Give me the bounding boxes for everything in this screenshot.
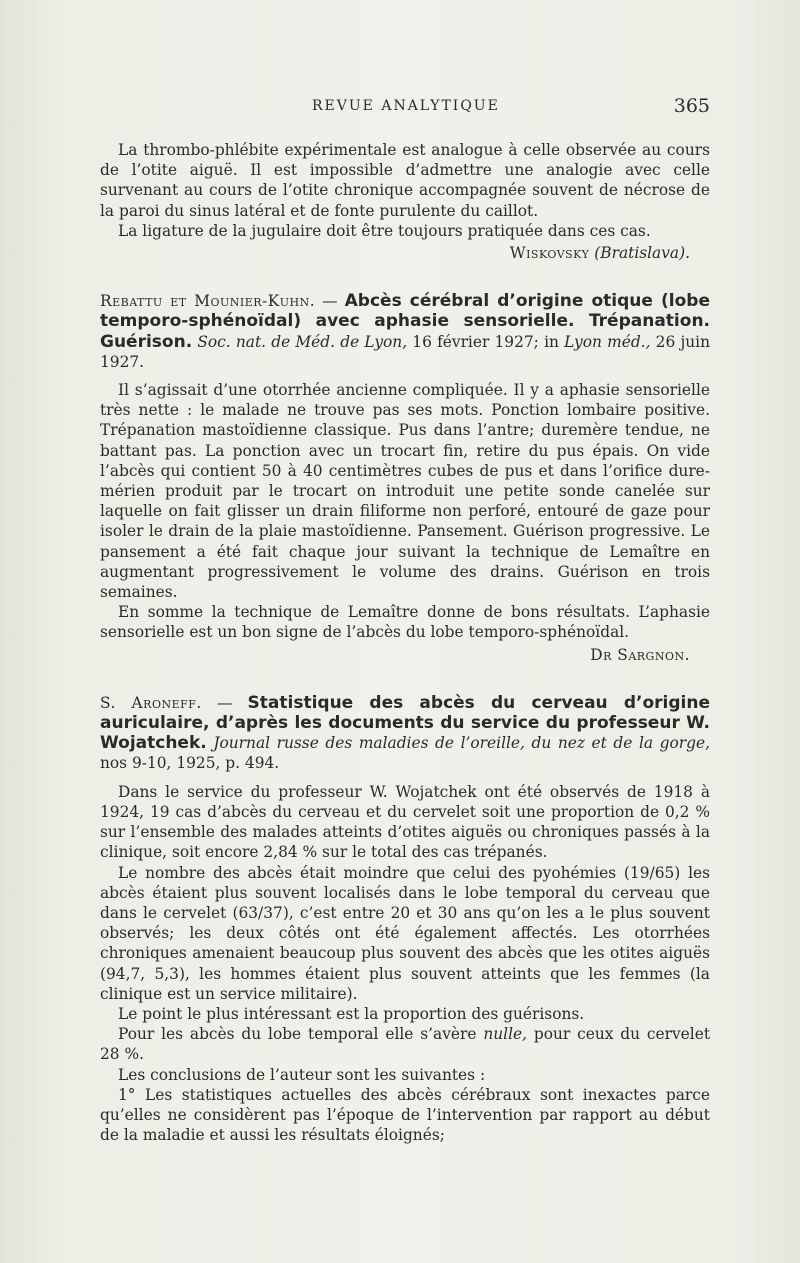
text-run: Pour les abcès du lobe temporal elle s’avère xyxy=(118,1025,484,1044)
signature xyxy=(100,243,690,263)
paragraph: Les conclusions de l’auteur sont les suivantes : xyxy=(118,1065,486,1084)
paragraph: La ligature de la jugulaire doit être toujours pratiquée dans ces cas. xyxy=(118,221,651,240)
paragraph: En somme la technique de Lemaître donne de bons résultats. L’aphasie sensorielle est un bon signe de l’abcès du lobe temporo-sphénoïdal. xyxy=(100,603,710,642)
text-run: pour ceux du cervelet 28 %. xyxy=(100,1025,710,1064)
publication-issue: nos 9-10, 1925, p. 494. xyxy=(100,754,280,773)
paragraph: La thrombo-phlébite expérimentale est analogue à celle observée au cours de l’otite aiguë. Il est impossible d’admettre une analogie avec celle survenant au cours de l’otite chronique accompagnée souvent de nécrose de la paroi du sinus latéral et de fonte purulente du caillot. xyxy=(100,141,710,220)
page-content xyxy=(100,140,710,1145)
article-body xyxy=(100,380,710,665)
publication-date-secondary: 26 juin 1927. xyxy=(100,332,710,371)
paragraph xyxy=(100,1024,710,1064)
paragraph: Le point le plus intéressant est la proportion des guérisons. xyxy=(118,1004,585,1023)
heading-dash: — xyxy=(201,693,248,712)
journal-name: Soc. nat. de Méd. de Lyon, xyxy=(197,332,408,351)
journal-name-secondary: Lyon méd., xyxy=(564,332,651,351)
signature-place: (Bratislava). xyxy=(594,244,690,263)
journal-name: Journal russe des maladies de l’oreille, du nez et de la gorge, xyxy=(213,734,710,753)
heading-dash: — xyxy=(315,292,345,311)
article-title: Abcès cérébral d’origine otique (lobe temporo-sphénoïdal) avec aphasie sensorielle. Trépanation. Guérison. xyxy=(100,291,710,352)
paragraph: Le nombre des abcès était moindre que celui des pyohémies (19/65) les abcès étaient plus souvent localisés dans le lobe temporal du cerveau que dans le cervelet (63/37), c’est entre 20 et 30 ans qu’on les a le plus souvent observés; les deux côtés ont été également affectés. Les otorrhées chroniques amenaient beaucoup plus souvent des abcès que les otites aiguës (94,7, 5,3), les hommes étaient plus souvent atteints que les femmes (la clinique est un service militaire). xyxy=(100,863,710,1003)
publication-date: 16 février 1927; in xyxy=(407,332,565,351)
article-heading xyxy=(100,291,710,372)
signature-name: Wiskovsky xyxy=(509,244,590,263)
page-header xyxy=(100,95,710,120)
paragraph: 1° Les statistiques actuelles des abcès cérébraux sont inexactes parce qu’elles ne considèrent pas l’époque de l’intervention par rapport au début de la maladie et aussi les résultats éloignés; xyxy=(100,1085,710,1145)
article-heading xyxy=(100,693,710,774)
paragraph: Il s’agissait d’une otorrhée ancienne compliquée. Il y a aphasie sensorielle très nette : le malade ne trouve pas ses mots. Ponction lombaire positive. Trépanation mastoïdienne classique. Pus dans l’antre; duremère tendue, ne battant pas. La ponction avec un trocart fin, retire du pus épais. On vide l’abcès qui contient 50 à 40 centimètres cubes de pus et dans l’orifice dure-mérien produit par le trocart on introduit une petite sonde canelée sur laquelle on fait glisser un drain filiforme non perforé, entouré de gaze pour isoler le drain de la plaie mastoïdienne. Pansement. Guérison progressive. Le pansement a été fait chaque jour suivant la technique de Lemaître en augmentant progressivement le volume des drains. Guérison en trois semaines. xyxy=(100,381,710,602)
signature-name: Dr Sargnon. xyxy=(590,645,690,664)
page-number: 365 xyxy=(673,95,710,117)
article-authors: S. Aroneff. xyxy=(100,693,202,712)
running-title: REVUE ANALYTIQUE xyxy=(312,98,500,114)
article-authors: Rebattu et Mounier-Kuhn. xyxy=(100,292,316,311)
article-title: Statistique des abcès du cerveau d’origine auriculaire, d’après les documents du service du professeur W. Wojatchek. xyxy=(100,692,710,754)
emphasis: nulle, xyxy=(483,1025,528,1044)
paragraph: Dans le service du professeur W. Wojatchek ont été observés de 1918 à 1924, 19 cas d’abcès du cerveau et du cervelet soit une proportion de 0,2 % sur l’ensemble des malades atteints d’otites aiguës ou chroniques passés à la clinique, soit encore 2,84 % sur le total des cas trépanés. xyxy=(100,782,710,862)
signature xyxy=(100,645,690,665)
article-body xyxy=(100,782,710,1146)
